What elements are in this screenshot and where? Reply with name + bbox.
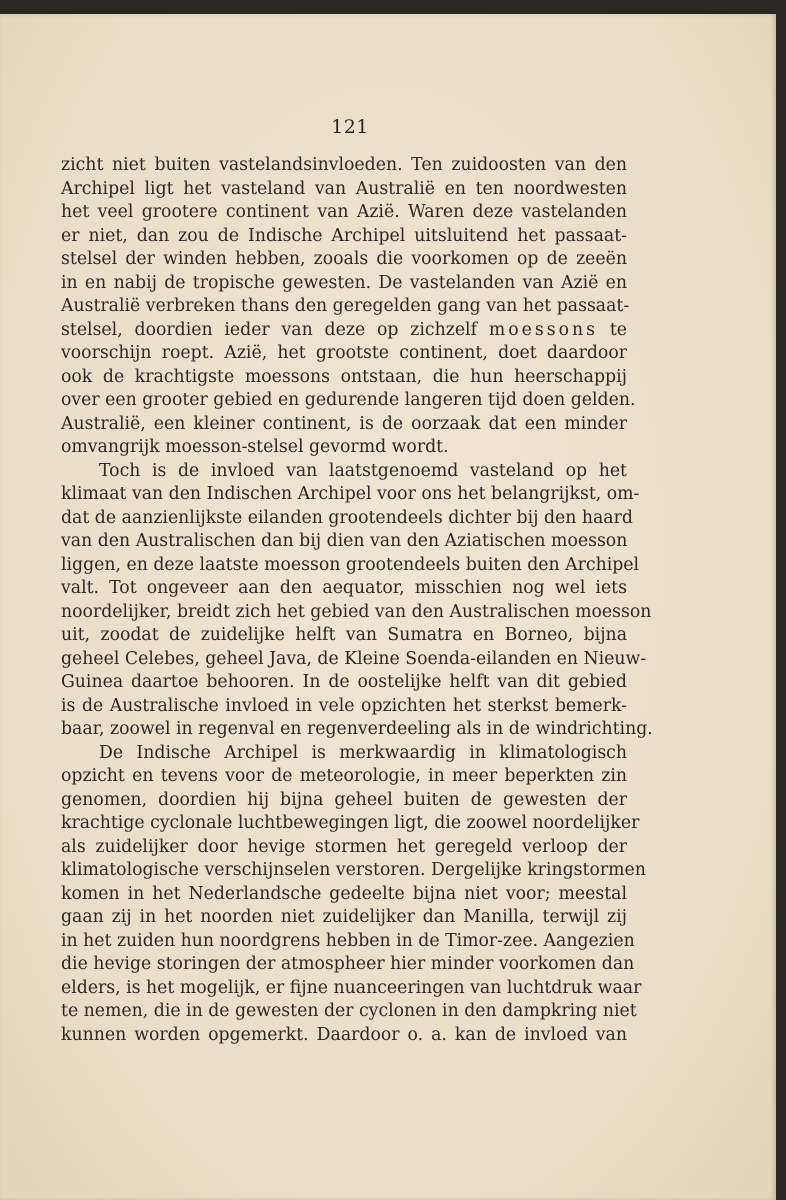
text-line: liggen, en deze laatste moesson grootendeels buiten den Archipel (61, 554, 640, 575)
text-line: kunnen worden opgemerkt. Daardoor o. a. kan de invloed van (61, 1024, 627, 1045)
text-line: komen in het Nederlandsche gedeelte bijna niet voor; meestal (61, 883, 627, 904)
text-line: te nemen, die in de gewesten der cyclonen in den dampkring niet (61, 1001, 637, 1021)
text-line: ook de krachtigste moessons ontstaan, die hun heerschappij (61, 366, 627, 387)
text-line: klimatologische verschijnselen verstoren. Dergelijke kringstormen (61, 860, 646, 880)
text-line: over een grooter gebied en gedurende langeren tijd doen gelden. (61, 390, 636, 410)
text-line: De Indische Archipel is merkwaardig in klimatologisch (99, 742, 627, 763)
text-segment: te (609, 319, 627, 340)
text-line: die hevige storingen der atmospheer hier minder voorkomen dan (61, 954, 635, 974)
text-line: klimaat van den Indischen Archipel voor ons het belangrijkst, om- (61, 484, 640, 504)
book-page (0, 14, 776, 1200)
page-number: 121 (331, 116, 369, 138)
text-line: baar, zoowel in regenval en regenverdeeling als in de windrichting. (61, 719, 653, 739)
text-line: gaan zij in het noorden niet zuidelijker dan Manilla, terwijl zij (61, 907, 627, 927)
emphasis-word: moessons (488, 319, 598, 340)
text-line: er niet, dan zou de Indische Archipel uitsluitend het passaat- (61, 225, 627, 246)
text-line: krachtige cyclonale luchtbewegingen ligt, die zoowel noordelijker (61, 813, 640, 833)
text-line: is de Australische invloed in vele opzichten het sterkst bemerk- (61, 695, 627, 716)
text-line: voorschijn roept. Azië, het grootste continent, doet daardoor (61, 343, 627, 363)
text-line: omvangrijk moesson-stelsel gevormd wordt. (61, 437, 449, 457)
text-line: noordelijker, breidt zich het gebied van den Australischen moesson (61, 601, 652, 622)
body-text (61, 154, 653, 1047)
text-line: het veel grootere continent van Azië. Waren deze vastelanden (61, 202, 627, 222)
text-line: van den Australischen dan bij dien van den Aziatischen moesson (61, 531, 628, 551)
text-line: opzicht en tevens voor de meteorologie, in meer beperkten zin (61, 766, 627, 786)
text-line-with-emphasis (61, 319, 627, 343)
text-line: zicht niet buiten vastelandsinvloeden. Ten zuidoosten van den (61, 155, 627, 175)
text-segment: stelsel, doordien ieder van deze op zichzelf (61, 319, 477, 340)
text-line: Archipel ligt het vasteland van Australië en ten noordwesten (61, 178, 627, 199)
text-line: in het zuiden hun noordgrens hebben in de Timor-zee. Aangezien (61, 930, 635, 951)
text-line: uit, zoodat de zuidelijke helft van Sumatra en Borneo, bijna (61, 625, 627, 645)
text-line: Australië verbreken thans den geregelden gang van het passaat- (61, 296, 630, 316)
text-line: valt. Tot ongeveer aan den aequator, misschien nog wel iets (61, 578, 627, 598)
text-line: Toch is de invloed van laatstgenoemd vasteland op het (99, 460, 627, 481)
text-line: dat de aanzienlijkste eilanden grootendeels dichter bij den haard (61, 507, 633, 528)
text-line: in en nabij de tropische gewesten. De vastelanden van Azië en (61, 272, 627, 293)
text-line: als zuidelijker door hevige stormen het geregeld verloop der (61, 836, 627, 857)
text-line: geheel Celebes, geheel Java, de Kleine Soenda-eilanden en Nieuw- (61, 648, 647, 669)
text-line: Australië, een kleiner continent, is de oorzaak dat een minder (61, 413, 627, 434)
text-line: genomen, doordien hij bijna geheel buiten de gewesten der (61, 789, 627, 810)
text-line: stelsel der winden hebben, zooals die voorkomen op de zeeën (61, 249, 627, 269)
text-line: elders, is het mogelijk, er fijne nuanceeringen van luchtdruk waar (61, 977, 642, 998)
text-line: Guinea daartoe behooren. In de oostelijke helft van dit gebied (61, 672, 627, 692)
